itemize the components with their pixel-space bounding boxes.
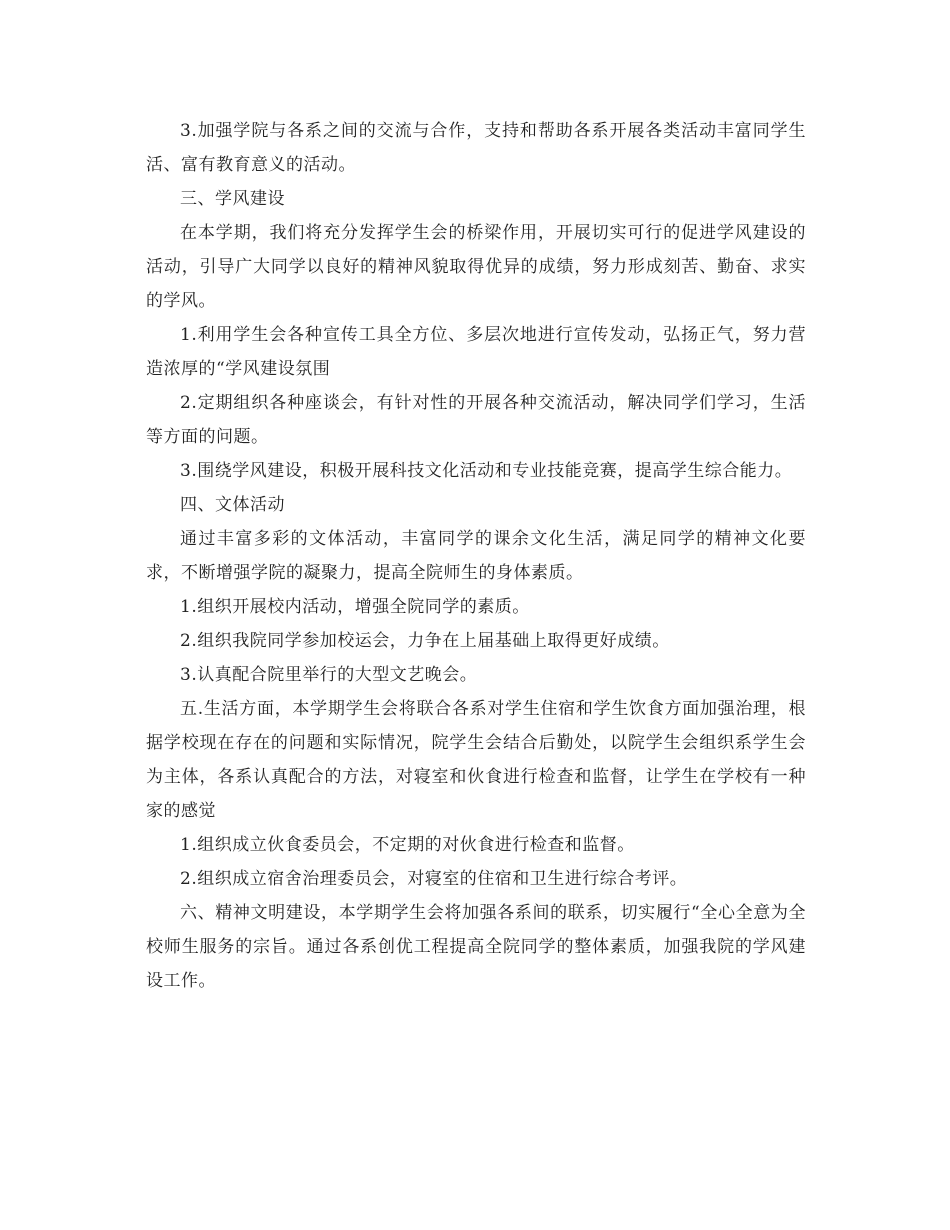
paragraph-sports-culture-intro: 通过丰富多彩的文体活动，丰富同学的课余文化生活，满足同学的精神文化要求，不断增强学院的凝聚力，提高全院师生的身体素质。 [146,529,806,583]
paragraph-study-style-item-3: 3.围绕学风建设，积极开展科技文化活动和专业技能竞赛，提高学生综合能力。 [180,461,793,481]
paragraph-study-style-item-2: 2.定期组织各种座谈会，有针对性的开展各种交流活动，解决同学们学习，生活等方面的问题。 [146,393,806,447]
section-heading-study-style: 三、学风建设 [180,189,285,209]
paragraph-living-item-2: 2.组织成立宿舍治理委员会，对寝室的住宿和卫生进行综合考评。 [180,869,688,889]
paragraph-sports-culture-item-1: 1.组织开展校内活动，增强全院同学的素质。 [180,597,530,617]
paragraph-study-style-intro: 在本学期，我们将充分发挥学生会的桥梁作用，开展切实可行的促进学风建设的活动，引导广大同学以良好的精神风貌取得优异的成绩，努力形成刻苦、勤奋、求实的学风。 [146,223,806,311]
paragraph-study-style-item-1: 1.利用学生会各种宣传工具全方位、多层次地进行宣传发动，弘扬正气，努力营造浓厚的“学风建设氛围 [146,325,806,379]
section-heading-sports-culture: 四、文体活动 [180,495,285,515]
paragraph-sports-culture-item-2: 2.组织我院同学参加校运会，力争在上届基础上取得更好成绩。 [180,631,670,651]
paragraph-living-section: 五.生活方面，本学期学生会将联合各系对学生住宿和学生饮食方面加强治理，根据学校现在存在的问题和实际情况，院学生会结合后勤处，以院学生会组织系学生会为主体，各系认真配合的方法，对寝室和伙食进行检查和监督，让学生在学校有一种家的感觉 [146,699,806,821]
document-body [146,114,806,998]
paragraph-item-3-exchange: 3.加强学院与各系之间的交流与合作，支持和帮助各系开展各类活动丰富同学生活、富有教育意义的活动。 [146,121,806,175]
paragraph-spiritual-civilization: 六、精神文明建设，本学期学生会将加强各系间的联系，切实履行“全心全意为全校师生服务的宗旨。通过各系创优工程提高全院同学的整体素质，加强我院的学风建设工作。 [146,903,806,991]
paragraph-living-item-1: 1.组织成立伙食委员会，不定期的对伙食进行检查和监督。 [180,835,635,855]
paragraph-sports-culture-item-3: 3.认真配合院里举行的大型文艺晚会。 [180,665,478,685]
